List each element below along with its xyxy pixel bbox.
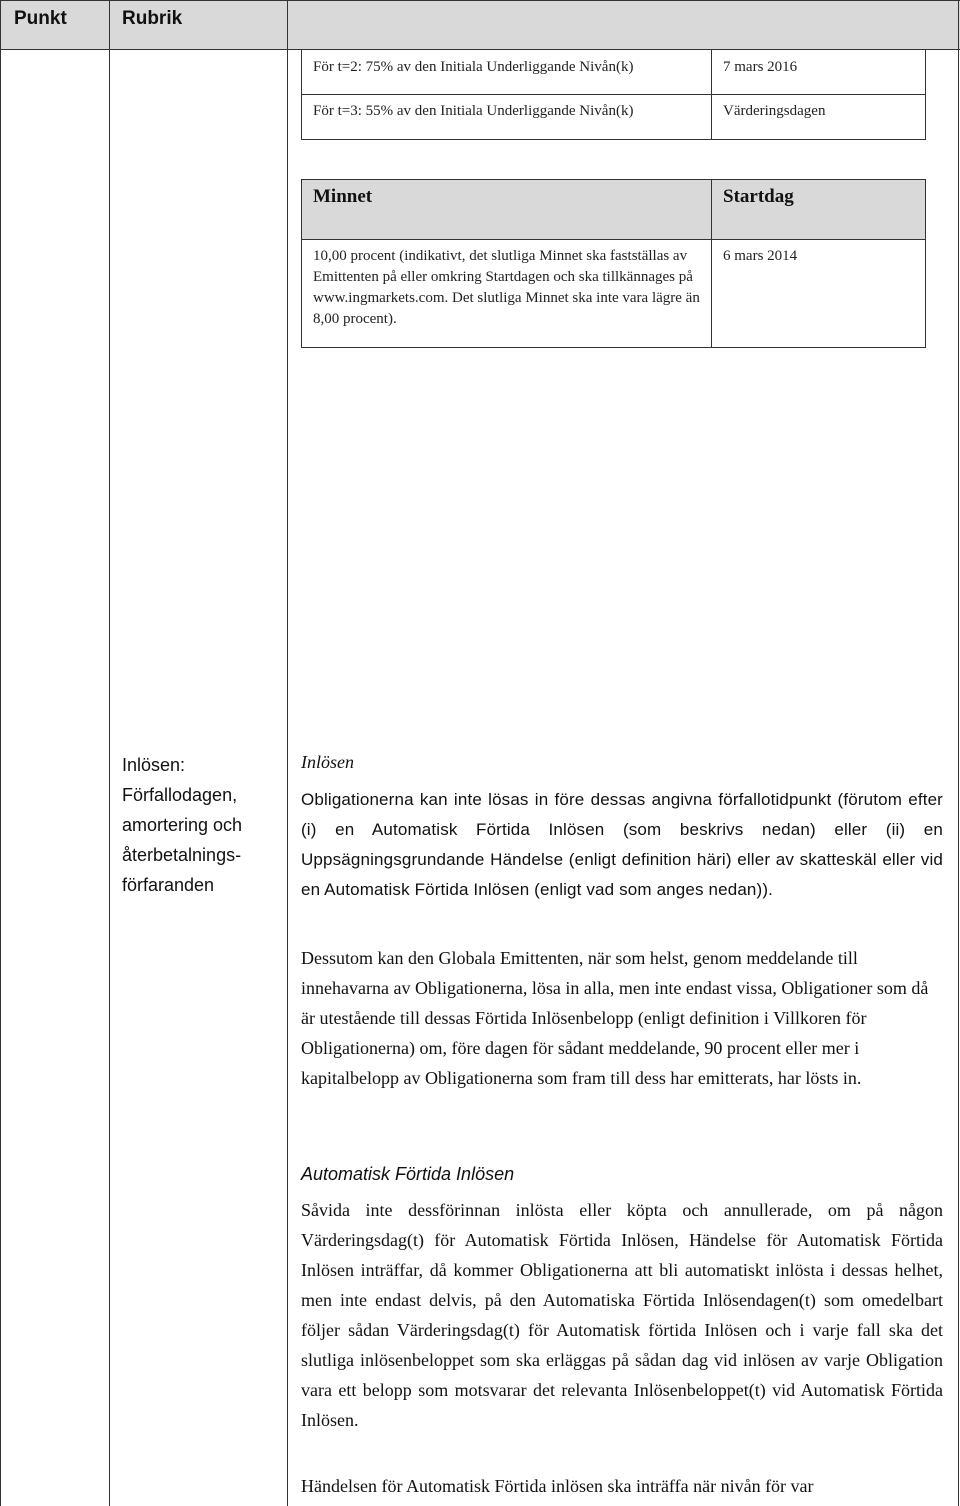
header-rubrik: Rubrik xyxy=(122,8,183,29)
rubrik-rest: Förfallodagen, amortering och återbetalnings-förfaranden xyxy=(122,785,243,895)
memory-header-label: Minnet xyxy=(313,186,373,207)
auto-early-redemption-heading: Automatisk Förtida Inlösen xyxy=(301,1164,515,1184)
auto-early-redemption-paragraph-2: Händelsen för Automatisk Förtida inlösen ska inträffa när nivån för var xyxy=(301,1476,814,1496)
auto-early-redemption-paragraph-1: Såvida inte dessförinnan inlösta eller köpta och annullerade, om på någon Värderingsdag(t) för Automatisk Förtida Inlösen, Händelse för Automatisk Förtida Inlösen inträffar, då kommer Obligationerna att bli automatiskt inlösta i dessas helhet, men inte endast delvis, på den Automatiska Förtida Inlösendagen(t) som omedelbart följer sådan Värderingsdag(t) för Automatisk förtida Inlösen och i varje fall ska det slutliga inlösenbeloppet som ska erläggas på sådan dag vid inlösen av varje Obligation vara ett belopp som motsvarar det relevanta Inlösenbeloppet(t) vid Automatisk Förtida Inlösen. xyxy=(301,1200,943,1430)
memory-table-header xyxy=(302,180,925,240)
inlosen-paragraph-2: Dessutom kan den Globala Emittenten, när som helst, genom meddelande till innehavarna av Obligationerna, lösa in alla, men inte endast vissa, Obligationer som då är utestående till dessas Förtida Inlösenbelopp (enligt definition i Villkoren för Obligationerna) om, före dagen för sådant meddelande, 90 procent eller mer i kapitalbelopp av Obligationerna som fram till dess har emitterats, har lösts in. xyxy=(301,948,929,1088)
outer-right-border xyxy=(958,0,959,1506)
inlosen-paragraph-1: Obligationerna kan inte lösas in före dessas angivna förfallotidpunkt (förutom efter (i) en Automatisk Förtida Inlösen (som beskrivs nedan) eller (ii) en Uppsägningsgrundande Händelse (enligt definition häri) eller av skatteskäl eller vid en Automatisk Förtida Inlösen (enligt vad som anges nedan)). xyxy=(301,790,943,899)
section-rubrik xyxy=(122,750,282,900)
column-divider-1 xyxy=(109,0,110,1506)
startdag-header-label: Startdag xyxy=(723,186,794,207)
barrier-row-2-label: För t=3: 55% av den Initiala Underliggande Nivån(k) xyxy=(313,103,634,119)
column-divider-2 xyxy=(287,0,288,1506)
barrier-row-1-label: För t=2: 75% av den Initiala Underliggande Nivån(k) xyxy=(313,59,634,75)
inlosen-heading: Inlösen xyxy=(301,752,354,772)
start-date-value: 6 mars 2014 xyxy=(723,248,798,264)
rubrik-line-1: Inlösen: xyxy=(122,755,186,775)
barrier-row-1-value: 7 mars 2016 xyxy=(723,59,798,75)
memory-text: 10,00 procent (indikativt, det slutliga Minnet ska fastställas av Emittenten på eller omkring Startdagen och ska tillkännages på www.ingmarkets.com. Det slutliga Minnet ska inte vara lägre än 8,00 procent). xyxy=(313,248,700,327)
header-punkt: Punkt xyxy=(14,8,67,29)
barrier-row-2-value: Värderingsdagen xyxy=(723,103,826,119)
outer-left-border xyxy=(0,0,1,1506)
